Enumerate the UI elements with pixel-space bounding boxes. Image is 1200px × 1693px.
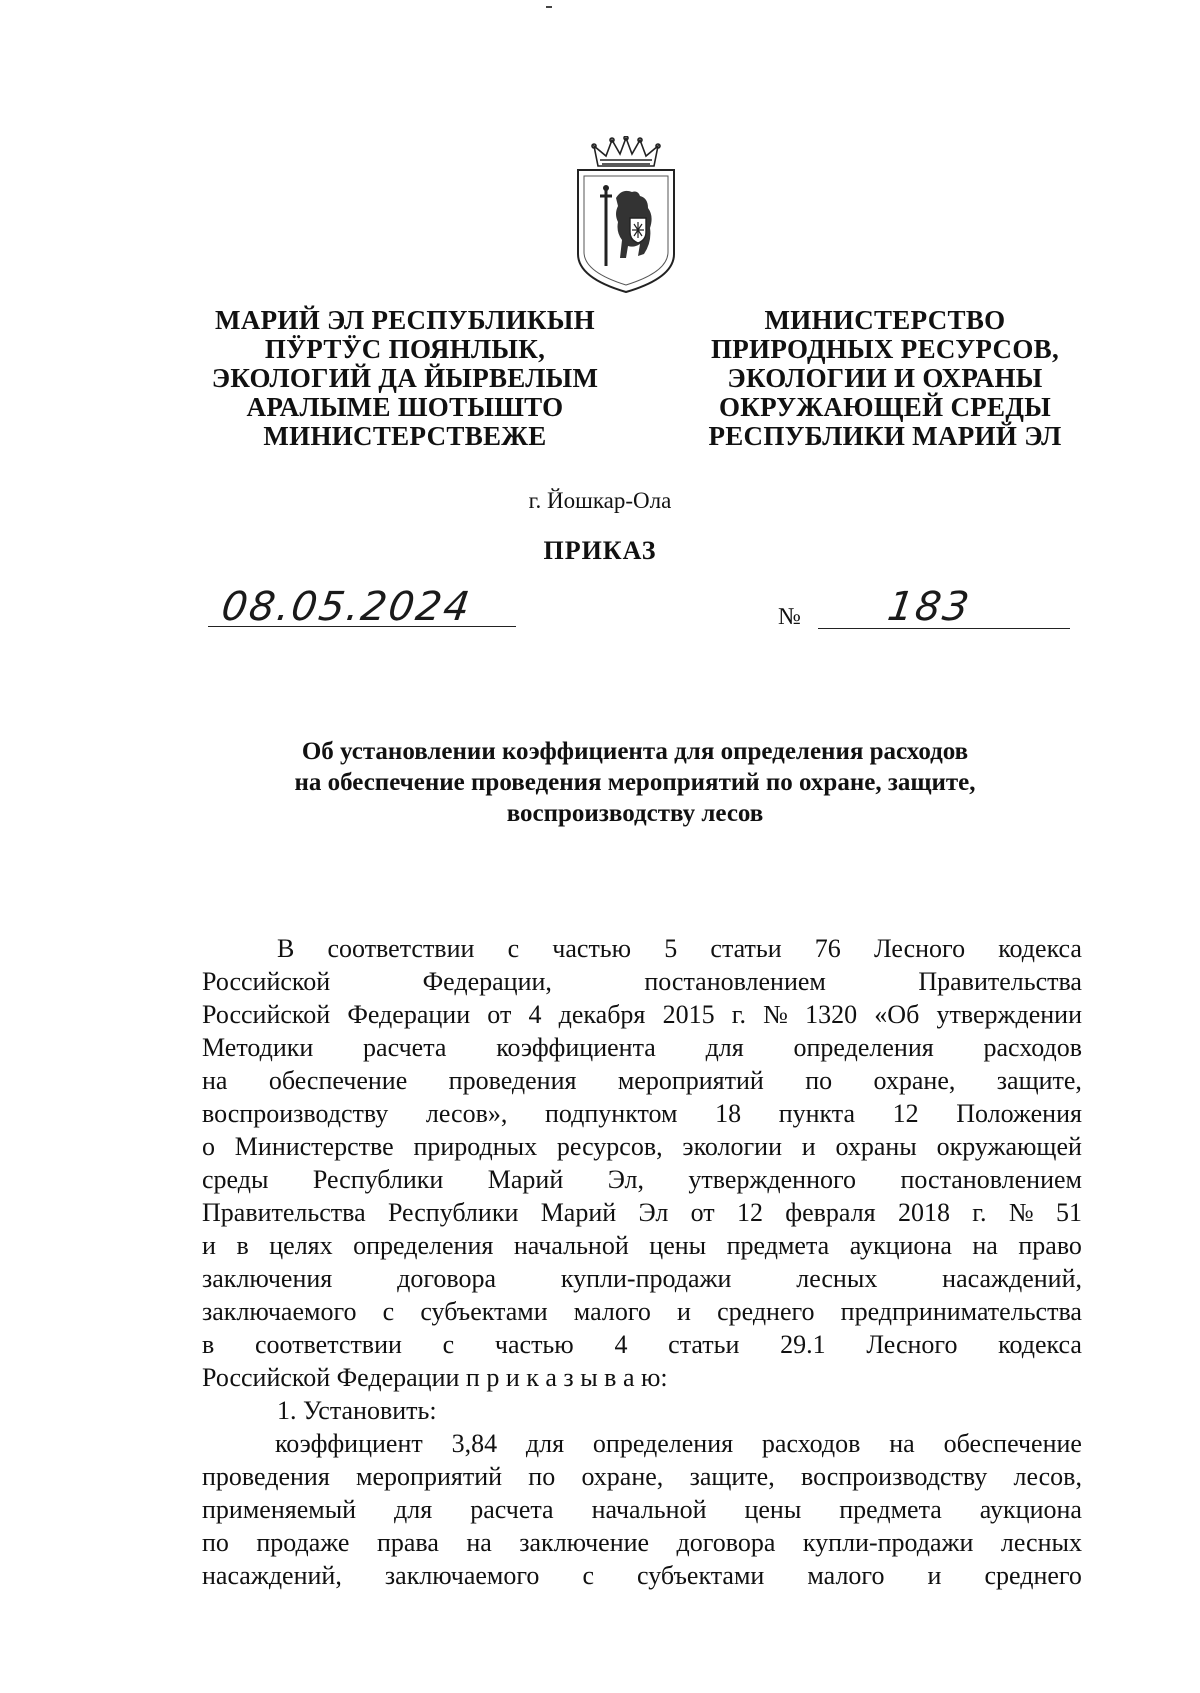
body-word: № xyxy=(1008,1198,1034,1227)
body-word: субъектами xyxy=(637,1561,765,1590)
body-word: цены xyxy=(649,1231,707,1260)
body-word: Республики xyxy=(312,1165,444,1194)
body-word: 12 xyxy=(892,1099,919,1128)
body-word: кодекса xyxy=(998,1330,1082,1359)
handwritten-date: 08.05.2024 xyxy=(218,584,475,630)
body-word: о xyxy=(202,1132,215,1161)
body-word: среды xyxy=(202,1165,269,1194)
body-word: начальной xyxy=(513,1231,629,1260)
body-word: частью xyxy=(552,934,632,963)
body-word: постановлением xyxy=(900,1165,1082,1194)
body-word: и xyxy=(801,1132,816,1161)
body-line xyxy=(202,1163,1082,1196)
body-word: охране, xyxy=(873,1066,956,1095)
body-word: 51 xyxy=(1055,1198,1082,1227)
body-word: с xyxy=(507,934,520,963)
body-word: предмета xyxy=(726,1231,830,1260)
body-word: с xyxy=(582,1561,594,1590)
body-word: договора xyxy=(397,1264,496,1293)
body-word: по xyxy=(805,1066,833,1095)
body-word: 2018 xyxy=(897,1198,950,1227)
body-word: предмета xyxy=(839,1495,942,1524)
body-word: для xyxy=(705,1033,744,1062)
left-header-line: ПӰРТӰС ПОЯНЛЫК, xyxy=(264,334,546,364)
document-type: ПРИКАЗ xyxy=(543,536,657,565)
body-line xyxy=(202,1559,1082,1592)
body-word: купли-продажи xyxy=(560,1264,732,1293)
left-header-line: ЭКОЛОГИЙ ДА ЙЫРВЕЛЫМ xyxy=(211,363,599,393)
body-line xyxy=(202,1031,1082,1064)
body-line xyxy=(202,1130,1082,1163)
body-word: г. xyxy=(972,1198,987,1227)
body-line xyxy=(202,1229,1082,1262)
body-word: частью xyxy=(494,1330,574,1359)
right-header xyxy=(680,306,1090,451)
body-word: обеспечение xyxy=(943,1429,1082,1458)
body-word: и xyxy=(677,1297,691,1326)
body-text xyxy=(202,932,1082,1592)
body-word: проведения xyxy=(202,1462,330,1491)
body-word: Марий xyxy=(540,1198,617,1227)
body-word: для xyxy=(394,1495,433,1524)
body-line xyxy=(202,1394,1082,1427)
body-word: 12 xyxy=(736,1198,763,1227)
body-word: Министерстве xyxy=(234,1132,394,1161)
body-word: статьи xyxy=(710,934,782,963)
body-line xyxy=(202,1196,1082,1229)
body-line xyxy=(202,1460,1082,1493)
body-word: договора xyxy=(676,1528,776,1557)
body-word: расчета xyxy=(363,1033,447,1062)
body-word: на xyxy=(972,1231,998,1260)
left-header xyxy=(190,306,620,451)
body-word: окружающей xyxy=(936,1132,1082,1161)
body-word: с xyxy=(442,1330,455,1359)
body-word: воспроизводству xyxy=(800,1462,988,1491)
body-word: коэффициента xyxy=(496,1033,656,1062)
body-word: субъектами xyxy=(420,1297,548,1326)
body-word: Правительства xyxy=(202,1198,366,1227)
body-word: насаждений, xyxy=(202,1561,342,1590)
body-line xyxy=(202,1262,1082,1295)
body-word: начальной xyxy=(591,1495,707,1524)
body-word: по xyxy=(202,1528,229,1557)
body-word: защите, xyxy=(689,1462,775,1491)
body-line xyxy=(202,1097,1082,1130)
body-word: для xyxy=(525,1429,565,1458)
body-word: обеспечение xyxy=(268,1066,408,1095)
body-word: утверждении xyxy=(936,1000,1082,1029)
body-word: Методики xyxy=(202,1033,314,1062)
body-word: и xyxy=(927,1561,942,1590)
body-word: 1320 xyxy=(805,1000,858,1029)
body-word: определения xyxy=(793,1033,934,1062)
body-word: 18 xyxy=(715,1099,742,1128)
body-word: купли-продажи xyxy=(802,1528,974,1557)
left-header-line: МИНИСТЕРСТВЕЖЕ xyxy=(263,421,547,451)
body-word: лесов, xyxy=(1013,1462,1082,1491)
body-word: применяемый xyxy=(202,1495,357,1524)
body-word: среднего xyxy=(984,1561,1082,1590)
body-word: 3,84 xyxy=(451,1429,498,1458)
body-word: Республики xyxy=(387,1198,519,1227)
body-word: лесных xyxy=(796,1264,878,1293)
body-word: Положения xyxy=(956,1099,1082,1128)
body-word: защите, xyxy=(996,1066,1082,1095)
body-word: малого xyxy=(573,1297,651,1326)
body-word: охране, xyxy=(581,1462,664,1491)
body-word: заключения xyxy=(202,1264,333,1293)
city-name: г. Йошкар-Ола xyxy=(528,488,672,513)
body-word: заключаемого xyxy=(202,1297,357,1326)
body-word: Марий xyxy=(487,1165,564,1194)
body-word: предпринимательства xyxy=(840,1297,1082,1326)
body-word: г. xyxy=(731,1000,746,1029)
body-word: Федерации, xyxy=(422,967,552,996)
body-word: по xyxy=(528,1462,556,1491)
body-word: на xyxy=(466,1528,492,1557)
body-word: и xyxy=(202,1231,216,1260)
body-word: среднего xyxy=(717,1297,815,1326)
body-word: насаждений, xyxy=(942,1264,1082,1293)
right-header-line: ПРИРОДНЫХ РЕСУРСОВ, xyxy=(710,334,1060,364)
body-word: расходов xyxy=(983,1033,1082,1062)
body-word: в xyxy=(202,1330,215,1359)
body-word: в xyxy=(236,1231,249,1260)
body-word: декабря xyxy=(558,1000,646,1029)
scan-artifact xyxy=(546,6,552,8)
body-line xyxy=(202,965,1082,998)
right-header-line: ЭКОЛОГИИ И ОХРАНЫ xyxy=(727,363,1043,393)
body-line xyxy=(202,1526,1082,1559)
body-word: «Об xyxy=(874,1000,920,1029)
body-line xyxy=(202,1493,1082,1526)
body-word: 2015 xyxy=(662,1000,715,1029)
body-word: № xyxy=(763,1000,788,1029)
body-word: мероприятий xyxy=(356,1462,503,1491)
body-word: Эл xyxy=(638,1198,669,1227)
body-word: определения xyxy=(592,1429,734,1458)
body-word: от xyxy=(690,1198,715,1227)
body-word: утвержденного xyxy=(688,1165,857,1194)
body-word: природных xyxy=(413,1132,538,1161)
body-word: подпунктом xyxy=(544,1099,678,1128)
body-word: права xyxy=(376,1528,439,1557)
body-word: малого xyxy=(807,1561,885,1590)
body-word: соответствии xyxy=(255,1330,402,1359)
body-word: аукциона xyxy=(979,1495,1082,1524)
body-word: ресурсов, xyxy=(556,1132,663,1161)
body-line-text: 1. Установить: xyxy=(277,1396,437,1425)
body-line xyxy=(202,1328,1082,1361)
body-word: коэффициент xyxy=(275,1429,423,1458)
body-word: проведения xyxy=(448,1066,577,1095)
title-line: Об установлении коэффициента для определения расходов xyxy=(301,738,969,765)
body-word: лесов», xyxy=(425,1099,508,1128)
body-word: на xyxy=(202,1066,228,1095)
body-word: февраля xyxy=(785,1198,876,1227)
body-word: расчета xyxy=(470,1495,554,1524)
body-word: воспроизводству xyxy=(202,1099,389,1128)
body-word: Правительства xyxy=(918,967,1082,996)
body-word: целях xyxy=(269,1231,333,1260)
body-word: 4 xyxy=(614,1330,628,1359)
body-word: В xyxy=(277,934,295,963)
body-word: с xyxy=(382,1297,395,1326)
body-word: статьи xyxy=(668,1330,740,1359)
body-word: на xyxy=(889,1429,915,1458)
number-underline xyxy=(818,628,1070,629)
body-word: 4 xyxy=(528,1000,542,1029)
right-header-line: ОКРУЖАЮЩЕЙ СРЕДЫ xyxy=(718,392,1052,422)
body-word: кодекса xyxy=(998,934,1082,963)
body-line xyxy=(202,1427,1082,1460)
body-word: соответствии xyxy=(327,934,475,963)
body-word: мероприятий xyxy=(617,1066,764,1095)
left-header-line: АРАЛЫМЕ ШОТЫШТО xyxy=(246,392,564,422)
body-word: заключаемого xyxy=(384,1561,540,1590)
body-line xyxy=(202,998,1082,1031)
body-line-text: Российской Федерации п р и к а з ы в а ю: xyxy=(202,1363,668,1392)
body-word: экологии xyxy=(682,1132,783,1161)
right-header-line: РЕСПУБЛИКИ МАРИЙ ЭЛ xyxy=(708,421,1062,451)
body-word: цены xyxy=(744,1495,802,1524)
body-word: Лесного xyxy=(873,934,966,963)
date-underline xyxy=(208,626,516,627)
body-word: Российской xyxy=(202,1000,331,1029)
body-word: заключение xyxy=(519,1528,650,1557)
body-line xyxy=(202,1064,1082,1097)
order-title xyxy=(200,736,1070,829)
body-word: право xyxy=(1018,1231,1082,1260)
body-word: лесных xyxy=(1000,1528,1082,1557)
title-line: воспроизводству лесов xyxy=(506,800,764,827)
number-label: № xyxy=(778,604,801,630)
body-word: продаже xyxy=(256,1528,350,1557)
left-header-line: МАРИЙ ЭЛ РЕСПУБЛИКЫН xyxy=(215,305,595,335)
body-word: аукциона xyxy=(849,1231,952,1260)
body-word: от xyxy=(487,1000,512,1029)
body-word: Федерации xyxy=(347,1000,471,1029)
body-line xyxy=(202,1295,1082,1328)
body-word: Российской xyxy=(202,967,331,996)
body-word: 76 xyxy=(814,934,841,963)
body-word: Эл, xyxy=(607,1165,644,1194)
right-header-line: МИНИСТЕРСТВО xyxy=(764,305,1006,335)
body-word: расходов xyxy=(761,1429,861,1458)
body-word: определения xyxy=(353,1231,494,1260)
coat-of-arms-icon xyxy=(572,136,680,296)
body-word: постановлением xyxy=(644,967,826,996)
body-word: 29.1 xyxy=(780,1330,826,1359)
body-word: пункта xyxy=(778,1099,856,1128)
body-line xyxy=(202,932,1082,965)
body-line xyxy=(202,1361,1082,1394)
body-word: 5 xyxy=(664,934,678,963)
body-word: охраны xyxy=(835,1132,917,1161)
title-line: на обеспечение проведения мероприятий по охране, защите, xyxy=(294,769,976,796)
body-word: Лесного xyxy=(866,1330,958,1359)
handwritten-number: 183 xyxy=(884,584,974,630)
